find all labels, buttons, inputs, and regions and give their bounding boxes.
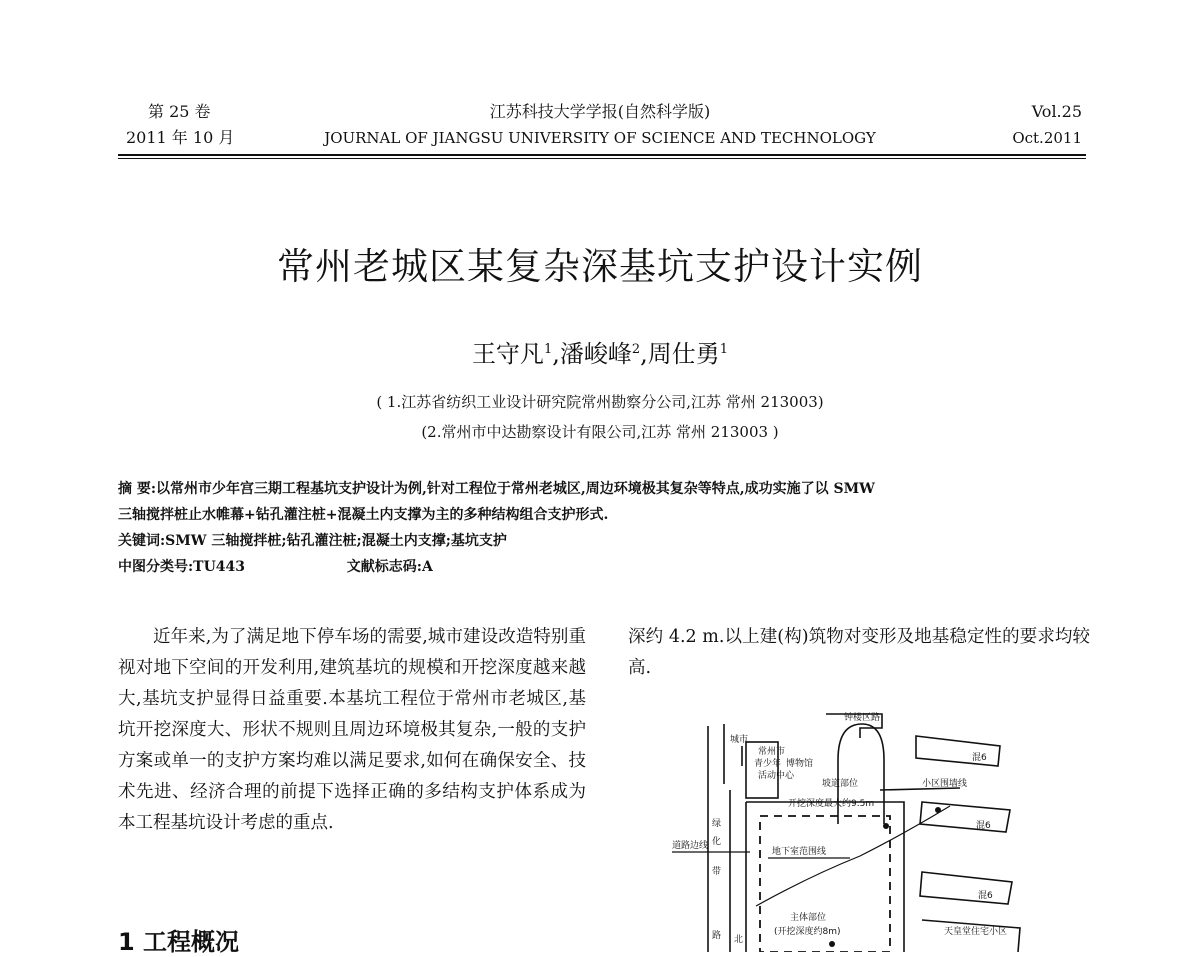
label-ramp-depth: 开挖深度最大约9.5m [788, 799, 875, 809]
header-volume-en: Vol.25 [1031, 102, 1082, 121]
label-community: 天皇堂住宅小区 [944, 927, 1008, 937]
label-top-road: 钟楼区路 [844, 713, 881, 723]
authors: 王守凡$^1$,潘峻峰$^2$,周仕勇$^1$ [471, 340, 729, 368]
label-main-part: 主体部位 [790, 913, 827, 923]
classification [118, 554, 1086, 580]
label-green3: 带 [712, 867, 722, 877]
keywords-text: SMW 三轴搅拌桩;钻孔灌注桩;混凝土内支撑;基坑支护 [165, 533, 507, 549]
road-edge-inner [724, 724, 730, 952]
label-green2: 化 [712, 837, 722, 847]
building-2 [920, 802, 1010, 832]
clc-label: 中图分类号: [118, 559, 194, 575]
keywords [118, 528, 1086, 554]
label-ramp: 坡道部位 [822, 779, 859, 789]
header-rule [118, 154, 1086, 156]
author-affil-mark: 1 [719, 342, 729, 357]
doc-code-value: A [421, 559, 433, 575]
label-north: 北 [734, 935, 744, 945]
body-left-column [118, 622, 586, 839]
affiliation-1: ( 1.江苏省纺织工业设计研究院常州勘察分公司,江苏 常州 213003) [376, 393, 824, 411]
label-road-side: 路 [712, 931, 722, 941]
label-basement-line: 地下室范围线 [772, 847, 827, 857]
abstract-line-1 [118, 476, 1086, 502]
header-date-en: Oct.2011 [1012, 129, 1082, 147]
label-b3: 混6 [978, 891, 993, 901]
header-journal-cn: 江苏科技大学学报(自然科学版) [489, 102, 711, 121]
author-name: 潘峻峰 [559, 340, 632, 368]
header-date-cn: 2011 年 10 月 [126, 128, 235, 147]
author-name: 周仕勇 [647, 340, 720, 368]
abstract [118, 476, 1086, 580]
keywords-label: 关键词: [118, 533, 166, 549]
label-building1c: 活动中心 [758, 771, 795, 781]
label-community-line: 小区围墙线 [922, 779, 968, 789]
marker-dot [883, 823, 889, 829]
header-volume-cn: 第 25 卷 [148, 102, 211, 121]
label-building1: 常州市 [758, 747, 786, 757]
building-1 [916, 736, 1000, 766]
site-plan-figure [660, 706, 1080, 952]
abstract-line-2: 三轴搅拌桩止水帷幕+钻孔灌注桩+混凝土内支撑为主的多种结构组合支护形式. [118, 507, 609, 523]
author-affil-mark: 1 [543, 342, 553, 357]
body-paragraph-right: 深约 4.2 m.以上建(构)筑物对变形及地基稳定性的要求均较高. [628, 627, 1090, 678]
label-b2: 混6 [976, 821, 991, 831]
paper-title: 常州老城区某复杂深基坑支护设计实例 [277, 245, 923, 288]
label-b1: 混6 [972, 753, 987, 763]
header-rule-thin [118, 158, 1086, 159]
ramp-arch [838, 724, 884, 824]
label-building2: 博物馆 [786, 759, 814, 769]
author-affil-mark: 2 [631, 342, 641, 357]
doc-code-label: 文献标志码: [346, 559, 422, 575]
label-green: 绿 [712, 819, 722, 829]
label-main-depth: (开挖深度约8m) [774, 927, 841, 937]
clc-value: TU443 [193, 559, 246, 575]
marker-dot [829, 941, 835, 947]
author-name: 王守凡 [471, 340, 544, 368]
body-paragraph: 近年来,为了满足地下停车场的需要,城市建设改造特别重视对地下空间的开发利用,建筑基坑的规模和开挖深度越来越大,基坑支护显得日益重要.本基坑工程位于常州市老城区,基坑开挖深度大、形状不规则且周边环境极其复杂,一般的支护方案或单一的支护方案均难以满足要求,如何在确保安全、技术先进、经济合理的前提下选择正确的多结构支护体系成为本工程基坑设计考虑的重点. [118, 627, 586, 833]
body-right-column [628, 622, 1090, 684]
abstract-label: 摘 要: [118, 481, 157, 497]
section-heading: 1 工程概况 [118, 928, 240, 956]
label-building1b: 青少年 [754, 759, 782, 769]
building-3 [920, 872, 1012, 904]
label-road-line: 道路边线 [672, 841, 709, 851]
header-journal-en: JOURNAL OF JIANGSU UNIVERSITY OF SCIENCE AND TECHNOLOGY [324, 129, 876, 147]
abstract-text-1: 以常州市少年宫三期工程基坑支护设计为例,针对工程位于常州老城区,周边环境极其复杂等特点,成功实施了以 SMW [156, 481, 875, 497]
marker-dot [935, 807, 941, 813]
affiliation-2: (2.常州市中达勘察设计有限公司,江苏 常州 213003 ) [421, 423, 779, 441]
label-cultural: 城市 [730, 735, 749, 745]
